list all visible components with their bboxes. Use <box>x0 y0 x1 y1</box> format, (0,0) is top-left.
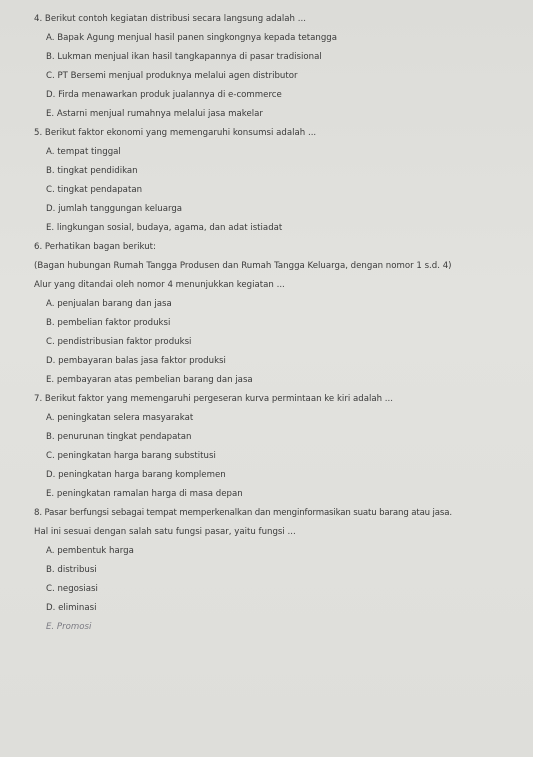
question-8-stem: 8. Pasar berfungsi sebagai tempat memperkenalkan dan menginformasikan suatu barang atau jasa. <box>34 508 452 518</box>
question-4-option-b: B. Lukman menjual ikan hasil tangkapannya di pasar tradisional <box>46 52 322 62</box>
question-7-stem: 7. Berikut faktor yang memengaruhi pergeseran kurva permintaan ke kiri adalah ... <box>34 394 393 404</box>
question-6-diagram-note: (Bagan hubungan Rumah Tangga Produsen dan Rumah Tangga Keluarga, dengan nomor 1 s.d. 4) <box>34 261 452 271</box>
question-7-option-c: C. peningkatan harga barang substitusi <box>46 451 216 461</box>
question-5-option-e: E. lingkungan sosial, budaya, agama, dan adat istiadat <box>46 223 283 233</box>
question-8-option-d: D. eliminasi <box>46 603 97 613</box>
question-8-option-b: B. distribusi <box>46 565 97 575</box>
question-8-option-e-handwritten: E. Promosi <box>46 622 92 632</box>
question-6-option-a: A. penjualan barang dan jasa <box>46 299 172 309</box>
question-4-option-c: C. PT Bersemi menjual produknya melalui agen distributor <box>46 71 298 81</box>
question-4-option-a: A. Bapak Agung menjual hasil panen singkongnya kepada tetangga <box>46 33 338 43</box>
question-8-option-c: C. negosiasi <box>46 584 98 594</box>
question-5-stem: 5. Berikut faktor ekonomi yang memengaruhi konsumsi adalah ... <box>34 128 317 138</box>
question-8-option-a: A. pembentuk harga <box>46 546 134 556</box>
question-7-option-d: D. peningkatan harga barang komplemen <box>46 470 226 480</box>
question-5-option-c: C. tingkat pendapatan <box>46 185 143 195</box>
question-6-option-c: C. pendistribusian faktor produksi <box>46 337 192 347</box>
question-6-option-d: D. pembayaran balas jasa faktor produksi <box>46 356 226 366</box>
question-5-option-a: A. tempat tinggal <box>46 147 121 157</box>
question-6-prompt: Alur yang ditandai oleh nomor 4 menunjukkan kegiatan ... <box>34 280 285 290</box>
question-4-stem: 4. Berikut contoh kegiatan distribusi secara langsung adalah ... <box>34 14 306 24</box>
question-6-option-b: B. pembelian faktor produksi <box>46 318 171 328</box>
question-5-option-b: B. tingkat pendidikan <box>46 166 138 176</box>
question-4-option-e: E. Astarni menjual rumahnya melalui jasa makelar <box>46 109 263 119</box>
question-7-option-a: A. peningkatan selera masyarakat <box>46 413 194 423</box>
question-6-stem: 6. Perhatikan bagan berikut: <box>34 242 156 252</box>
question-8-prompt: Hal ini sesuai dengan salah satu fungsi pasar, yaitu fungsi ... <box>34 527 296 537</box>
question-4-option-d: D. Firda menawarkan produk jualannya di e-commerce <box>46 90 282 100</box>
question-7-option-e: E. peningkatan ramalan harga di masa depan <box>46 489 243 499</box>
question-7-option-b: B. penurunan tingkat pendapatan <box>46 432 192 442</box>
question-5-option-d: D. jumlah tanggungan keluarga <box>46 204 183 214</box>
question-6-option-e: E. pembayaran atas pembelian barang dan jasa <box>46 375 253 385</box>
